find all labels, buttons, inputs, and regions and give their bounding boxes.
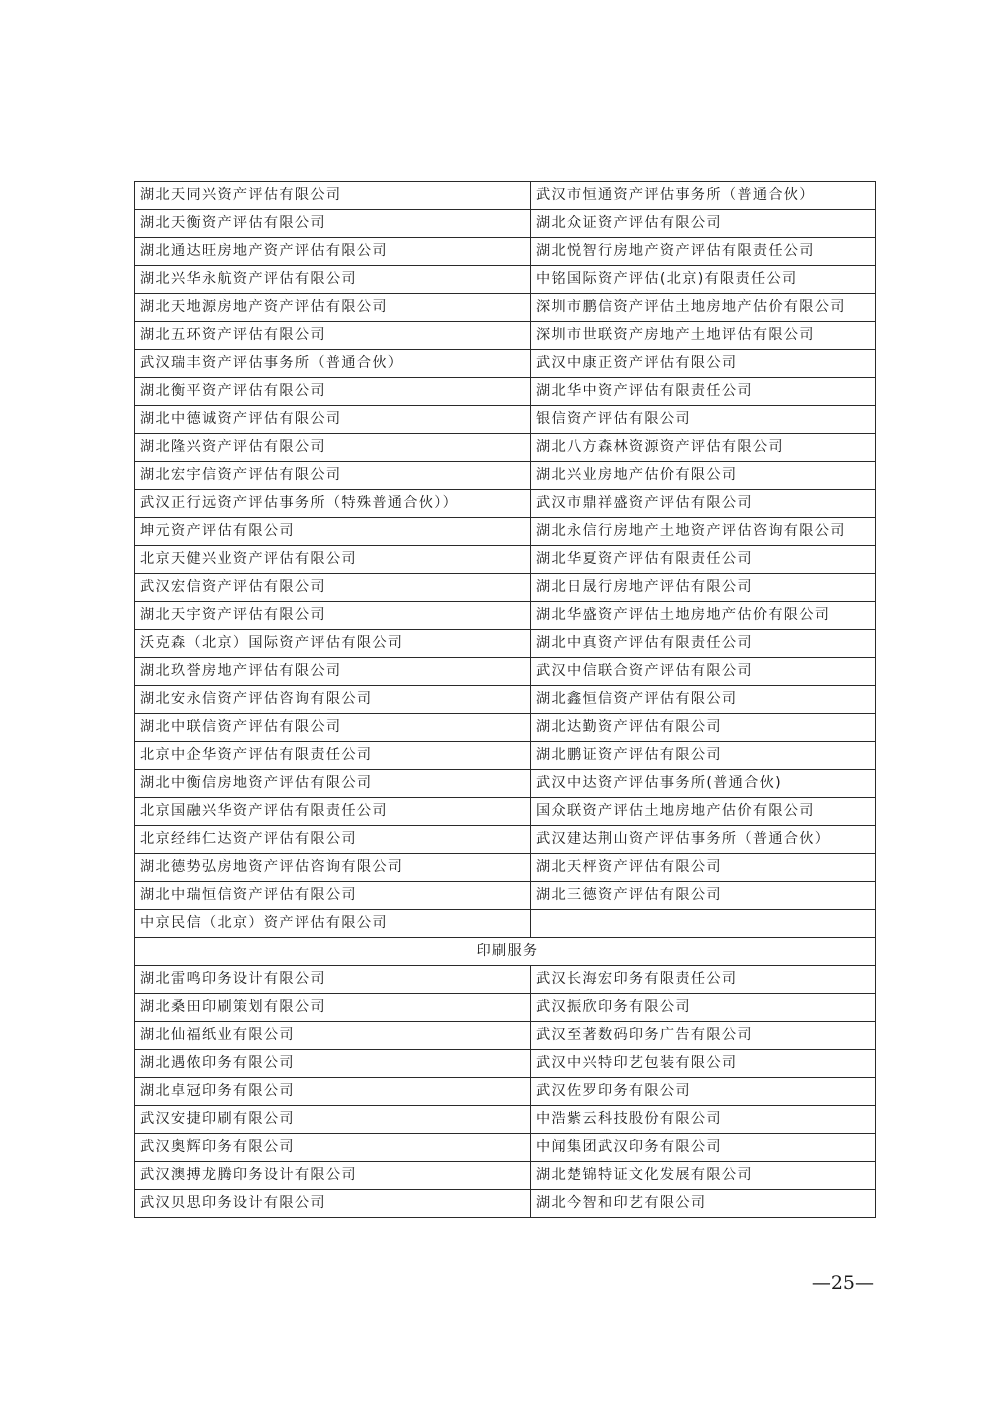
table-row	[135, 1162, 876, 1190]
table-cell-right: 深圳市世联资产房地产土地评估有限公司	[531, 322, 876, 350]
table-cell-right: 湖北悦智行房地产资产评估有限责任公司	[531, 238, 876, 266]
table-cell-right: 国众联资产评估土地房地产估价有限公司	[531, 798, 876, 826]
table-cell-right: 武汉中达资产评估事务所(普通合伙)	[531, 770, 876, 798]
table-cell-right: 银信资产评估有限公司	[531, 406, 876, 434]
table-cell-left: 湖北中德诚资产评估有限公司	[135, 406, 531, 434]
table-cell-left: 北京国融兴华资产评估有限责任公司	[135, 798, 531, 826]
table-row	[135, 1190, 876, 1218]
table-row	[135, 1106, 876, 1134]
table-row	[135, 798, 876, 826]
table-cell-right: 湖北达勤资产评估有限公司	[531, 714, 876, 742]
table-cell-left: 湖北仙福纸业有限公司	[135, 1022, 531, 1050]
table-row	[135, 630, 876, 658]
table-cell-left: 湖北天同兴资产评估有限公司	[135, 182, 531, 210]
table-cell-right: 武汉振欣印务有限公司	[531, 994, 876, 1022]
table-cell-left: 武汉正行远资产评估事务所（特殊普通合伙））	[135, 490, 531, 518]
table-row	[135, 686, 876, 714]
table-row	[135, 602, 876, 630]
page-number: —25—	[811, 1272, 874, 1294]
table-row	[135, 826, 876, 854]
table-cell-left: 武汉奥辉印务有限公司	[135, 1134, 531, 1162]
table-cell-left: 湖北遇侬印务有限公司	[135, 1050, 531, 1078]
section-title-printing-services: 印刷服务	[135, 938, 876, 966]
table-row	[135, 350, 876, 378]
table-cell-left: 中京民信（北京）资产评估有限公司	[135, 910, 531, 938]
table-cell-right: 武汉市鼎祥盛资产评估有限公司	[531, 490, 876, 518]
table-cell-right: 湖北兴业房地产估价有限公司	[531, 462, 876, 490]
table-cell-left: 湖北天地源房地产资产评估有限公司	[135, 294, 531, 322]
table-row	[135, 266, 876, 294]
table-row	[135, 1050, 876, 1078]
table-cell-right: 湖北日晟行房地产评估有限公司	[531, 574, 876, 602]
table-row	[135, 378, 876, 406]
table-cell-left: 湖北中衡信房地资产评估有限公司	[135, 770, 531, 798]
table-row	[135, 434, 876, 462]
table-cell-left: 湖北德势弘房地资产评估咨询有限公司	[135, 854, 531, 882]
table-cell-left: 武汉安捷印刷有限公司	[135, 1106, 531, 1134]
table-cell-right: 武汉市恒通资产评估事务所（普通合伙）	[531, 182, 876, 210]
table-cell-left: 武汉宏信资产评估有限公司	[135, 574, 531, 602]
table-cell-right: 湖北鑫恒信资产评估有限公司	[531, 686, 876, 714]
table-row	[135, 294, 876, 322]
table-cell-left: 武汉澳搏龙腾印务设计有限公司	[135, 1162, 531, 1190]
table-cell-right: 湖北华中资产评估有限责任公司	[531, 378, 876, 406]
table-row	[135, 910, 876, 938]
table-row	[135, 714, 876, 742]
section-header-row	[135, 938, 876, 966]
table-cell-left: 湖北五环资产评估有限公司	[135, 322, 531, 350]
table-cell-right: 武汉中信联合资产评估有限公司	[531, 658, 876, 686]
company-list-table	[134, 181, 876, 1218]
table-row	[135, 966, 876, 994]
table-row	[135, 1078, 876, 1106]
table-cell-left: 湖北天宇资产评估有限公司	[135, 602, 531, 630]
table-cell-left: 湖北桑田印刷策划有限公司	[135, 994, 531, 1022]
table-row	[135, 322, 876, 350]
table-cell-left: 湖北安永信资产评估咨询有限公司	[135, 686, 531, 714]
table-cell-left: 武汉瑞丰资产评估事务所（普通合伙）	[135, 350, 531, 378]
table-cell-left: 湖北天衡资产评估有限公司	[135, 210, 531, 238]
table-cell-right: 武汉至著数码印务广告有限公司	[531, 1022, 876, 1050]
table-cell-right: 湖北中真资产评估有限责任公司	[531, 630, 876, 658]
table-cell-right: 湖北众证资产评估有限公司	[531, 210, 876, 238]
table-cell-right: 湖北华夏资产评估有限责任公司	[531, 546, 876, 574]
table-row	[135, 518, 876, 546]
table-row	[135, 770, 876, 798]
table-cell-right: 武汉中康正资产评估有限公司	[531, 350, 876, 378]
table-row	[135, 854, 876, 882]
table-row	[135, 574, 876, 602]
table-cell-right: 湖北三德资产评估有限公司	[531, 882, 876, 910]
table-cell-right: 深圳市鹏信资产评估土地房地产估价有限公司	[531, 294, 876, 322]
table-cell-right: 湖北鹏证资产评估有限公司	[531, 742, 876, 770]
table-cell-left: 武汉贝思印务设计有限公司	[135, 1190, 531, 1218]
table-row	[135, 658, 876, 686]
table-row	[135, 1134, 876, 1162]
table-cell-left: 湖北通达旺房地产资产评估有限公司	[135, 238, 531, 266]
table-cell-right	[531, 910, 876, 938]
table-cell-left: 湖北宏宇信资产评估有限公司	[135, 462, 531, 490]
table-row	[135, 882, 876, 910]
company-list-table-container	[134, 181, 875, 1218]
table-cell-right: 湖北八方森林资源资产评估有限公司	[531, 434, 876, 462]
table-cell-left: 北京中企华资产评估有限责任公司	[135, 742, 531, 770]
table-cell-left: 湖北衡平资产评估有限公司	[135, 378, 531, 406]
table-cell-left: 湖北兴华永航资产评估有限公司	[135, 266, 531, 294]
table-cell-left: 湖北玖誉房地产评估有限公司	[135, 658, 531, 686]
table-row	[135, 462, 876, 490]
table-cell-left: 湖北中联信资产评估有限公司	[135, 714, 531, 742]
table-cell-right: 武汉长海宏印务有限责任公司	[531, 966, 876, 994]
table-cell-left: 北京天健兴业资产评估有限公司	[135, 546, 531, 574]
table-cell-right: 湖北华盛资产评估土地房地产估价有限公司	[531, 602, 876, 630]
table-cell-right: 中铭国际资产评估(北京)有限责任公司	[531, 266, 876, 294]
table-row	[135, 1022, 876, 1050]
table-row	[135, 210, 876, 238]
table-row	[135, 238, 876, 266]
table-cell-right: 武汉建达荆山资产评估事务所（普通合伙）	[531, 826, 876, 854]
table-row	[135, 490, 876, 518]
table-row	[135, 742, 876, 770]
table-cell-right: 中闻集团武汉印务有限公司	[531, 1134, 876, 1162]
table-cell-left: 湖北卓冠印务有限公司	[135, 1078, 531, 1106]
table-cell-left: 湖北中瑞恒信资产评估有限公司	[135, 882, 531, 910]
table-cell-right: 湖北永信行房地产土地资产评估咨询有限公司	[531, 518, 876, 546]
table-cell-right: 湖北今智和印艺有限公司	[531, 1190, 876, 1218]
table-cell-left: 北京经纬仁达资产评估有限公司	[135, 826, 531, 854]
table-cell-left: 湖北隆兴资产评估有限公司	[135, 434, 531, 462]
table-row	[135, 546, 876, 574]
table-cell-right: 武汉佐罗印务有限公司	[531, 1078, 876, 1106]
table-cell-right: 武汉中兴特印艺包装有限公司	[531, 1050, 876, 1078]
table-row	[135, 406, 876, 434]
table-cell-left: 坤元资产评估有限公司	[135, 518, 531, 546]
table-row	[135, 182, 876, 210]
table-cell-right: 中浩紫云科技股份有限公司	[531, 1106, 876, 1134]
company-list-body	[135, 182, 876, 1218]
table-row	[135, 994, 876, 1022]
table-cell-left: 湖北雷鸣印务设计有限公司	[135, 966, 531, 994]
table-cell-left: 沃克森（北京）国际资产评估有限公司	[135, 630, 531, 658]
table-cell-right: 湖北天枰资产评估有限公司	[531, 854, 876, 882]
table-cell-right: 湖北楚锦特证文化发展有限公司	[531, 1162, 876, 1190]
